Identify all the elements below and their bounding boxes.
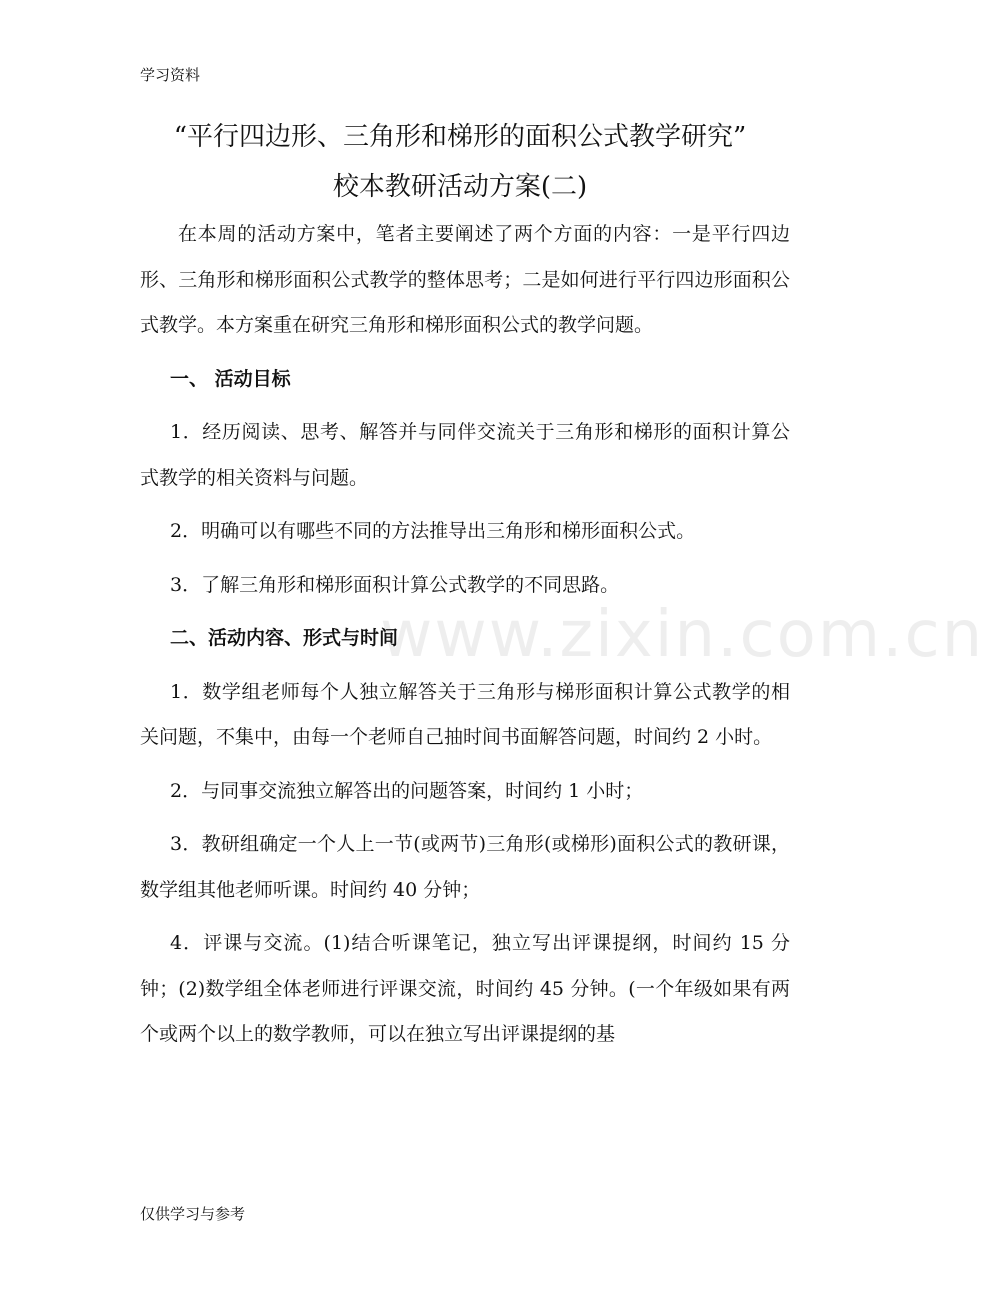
goal-item-2: 2．明确可以有哪些不同的方法推导出三角形和梯形面积公式。 [170,520,696,542]
section-heading-goals: 一、 活动目标 [170,367,291,390]
content-item-4: 4．评课与交流。(1)结合听课笔记，独立写出评课提纲，时间约 15 分钟；(2)数学组全体老师进行评课交流，时间约 45 分钟。(一个年级如果有两个或两个以上的数学教师，可以在独立写出评课提纲的基 [140,932,790,1045]
content-item-1: 1．数学组老师每个人独立解答关于三角形与梯形面积计算公式教学的相关问题，不集中，由每一个老师自己抽时间书面解答问题，时间约 2 小时。 [140,680,790,748]
content-item-2: 2．与同事交流独立解答出的问题答案，时间约 1 小时； [170,779,644,802]
content-item-3: 3．教研组确定一个人上一节(或两节)三角形(或梯形)面积公式的教研课，数学组其他老师听课。时间约 40 分钟； [140,833,790,901]
goal-item-1: 1．经历阅读、思考、解答并与同伴交流关于三角形和梯形的面积计算公式教学的相关资料与问题。 [140,421,790,489]
section-heading-content: 二、活动内容、形式与时间 [170,627,399,649]
document-title-line-2: 校本教研活动方案(二) [332,172,588,202]
watermark: www.zixin.com.cn [380,598,984,672]
intro-paragraph: 在本周的活动方案中，笔者主要阐述了两个方面的内容：一是平行四边形、三角形和梯形面积公式教学的整体思考；二是如何进行平行四边形面积公式教学。本方案重在研究三角形和梯形面积公式的教学问题。 [140,223,790,336]
document-body [140,212,790,1066]
goal-item-3: 3．了解三角形和梯形面积计算公式教学的不同思路。 [170,573,620,596]
page-footer: 仅供学习与参考 [140,1205,246,1223]
page-header: 学习资料 [140,66,201,84]
document-title-line-1: “平行四边形、三角形和梯形的面积公式教学研究” [173,122,747,152]
